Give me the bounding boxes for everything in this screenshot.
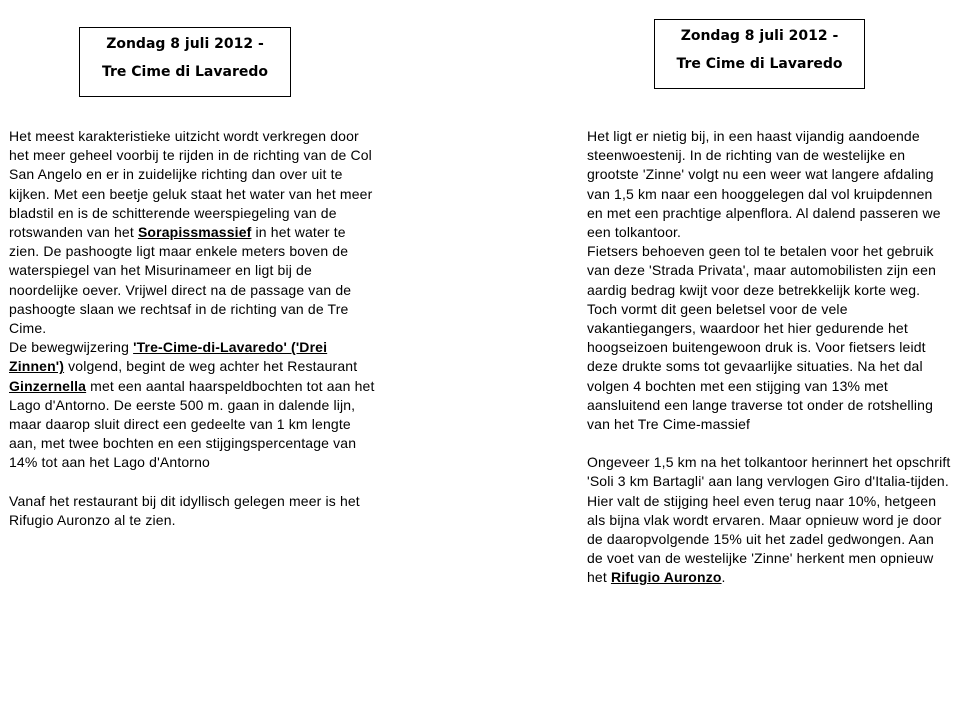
ginzernella-link[interactable]: Ginzernella <box>9 377 87 394</box>
left-paragraph-3: Vanaf het restaurant bij dit idyllisch gelegen meer is het Rifugio Auronzo al te zien. <box>9 492 360 528</box>
left-p2-text-b: volgend, begint de weg achter het Restaurant <box>64 358 358 375</box>
right-p3-text-a: Ongeveer 1,5 km na het tolkantoor herinnert het opschrift 'Soli 3 km Bartagli' aan lang vervlogen Giro d'Italia-tijden. Hier valt de stijging heel even terug naar 10%, hetgeen als bijna vlak wordt ervaren. Maar opnieuw word je door de daaropvolgende 15% uit het zadel gedwongen. Aan de voet van de westelijke 'Zinne' herkent men opnieuw het <box>587 454 951 586</box>
right-paragraph-3 <box>587 453 952 587</box>
left-p2-text-c: met een aantal haarspeldbochten tot aan het Lago d'Antorno. De eerste 500 m. gaan in dalende lijn, maar daarop sluit direct een gedeelte van 1 km lengte aan, met twee bochten en een stijgingspercentage van 14% tot aan het Lago d'Antorno <box>9 377 375 471</box>
right-paragraph-2: Fietsers behoeven geen tol te betalen voor het gebruik van deze 'Strada Privata', maar automobilisten zijn een aardig bedrag kwijt voor deze betrekkelijk korte weg. Toch vormt dit geen beletsel voor de vele vakantiegangers, waardoor het hier gedurende het hoogseizoen buitengewoon druk is. Voor fietsers leidt deze drukte soms tot gevaarlijke situaties. Na het dal volgen 4 bochten met een stijging van 13% met aansluitend een lange traverse tot onder de rotshelling van het Tre Cime-massief <box>587 243 937 433</box>
left-title-date: Zondag 8 juli 2012 - <box>106 36 264 52</box>
left-p1-text-b: in het water te zien. De pashoogte ligt maar enkele meters boven de waterspiegel van het Misurinameer en ligt bij de noordelijke oever. Vrijwel direct na de passage van de pashoogte slaan we rechtsaf in de richting van de Tre Cime. <box>9 224 352 337</box>
right-p3-text-b: . <box>721 569 726 586</box>
left-p2-text-a: De bewegwijzering <box>9 339 134 356</box>
left-title-place: Tre Cime di Lavaredo <box>102 64 268 80</box>
right-title-box <box>654 19 865 89</box>
tre-cime-link[interactable]: 'Tre-Cime-di-Lavaredo' ('Drei Zinnen') <box>9 339 328 375</box>
rifugio-auronzo-link[interactable]: Rifugio Auronzo <box>610 569 722 586</box>
left-column <box>9 127 379 530</box>
right-column <box>587 127 952 588</box>
left-title-box <box>79 27 291 97</box>
right-title-date: Zondag 8 juli 2012 - <box>680 28 839 44</box>
left-paragraph-1 <box>9 127 379 338</box>
sorapissmassief-link[interactable]: Sorapissmassief <box>137 224 252 241</box>
left-p1-text-a: Het meest karakteristieke uitzicht wordt verkregen door het meer geheel voorbij te rijden in de richting van de Col San Angelo en er in zuidelijke richting dan over uit te kijken. Met een beetje geluk staat het water van het meer bladstil en is de schitterende weerspiegeling van de rotswanden van het <box>9 128 373 241</box>
left-paragraph-2 <box>9 338 379 472</box>
right-paragraph-1: Het ligt er nietig bij, in een haast vijandig aandoende steenwoestenij. In de richting van de westelijke en grootste 'Zinne' volgt nu een weer wat langere afdaling van 1,5 km naar een hooggelegen dal vol kruipdennen en met een prachtige alpenflora. Al dalend passeren we een tolkantoor. <box>587 128 941 241</box>
right-title-place: Tre Cime di Lavaredo <box>676 56 843 72</box>
